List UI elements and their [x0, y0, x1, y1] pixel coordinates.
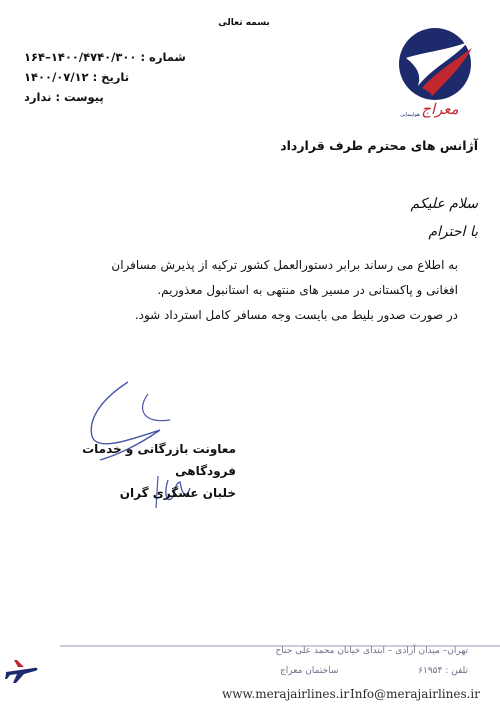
body-paragraph: به اطلاع می رساند برابر دستورالعمل کشور ترکیه از پذیرش مسافران	[111, 258, 458, 272]
body-paragraph: در صورت صدور بلیط می بایست وجه مسافر کامل استرداد شود.	[134, 308, 458, 322]
footer-contact	[280, 666, 468, 676]
logo-wordmark: معراج	[421, 100, 459, 118]
letter-date-value: ۱۴۰۰/۰۷/۱۲	[24, 70, 89, 84]
letter-meta	[24, 47, 224, 107]
footer-website[interactable]: www.merajairlines.ir	[222, 687, 350, 701]
salutation: سلام علیکم	[410, 196, 478, 212]
meraj-logo	[392, 24, 478, 120]
letter-date-label: تاریخ :	[92, 70, 130, 84]
footer-email[interactable]: Info@merajairlines.ir	[349, 687, 480, 701]
signer-title: معاونت بازرگانی و خدمات فرودگاهی	[82, 442, 236, 478]
letter-attachment-label: پیوست :	[55, 90, 104, 104]
letter-attachment-value: ندارد	[24, 90, 52, 104]
body-paragraph: افغانی و پاکستانی در مسیر های منتهی به استانبول معذوریم.	[157, 283, 458, 297]
signature-block	[40, 438, 236, 504]
letter-body	[60, 253, 458, 328]
letter-number-value: ۱۴۰۰/۴۷۴۰/۳۰۰–۱۶۴	[24, 50, 137, 64]
regards: با احترام	[428, 224, 478, 240]
footer-address: تهران– میدان آزادی – ابتدای خیابان محمد علی جناح	[275, 646, 468, 656]
addressee: آژانس های محترم طرف قرارداد	[280, 138, 478, 153]
letter-attachment	[24, 87, 224, 107]
logo-subtitle: هواپیمایی	[400, 112, 420, 118]
letter-number	[24, 47, 224, 67]
letter-date	[24, 67, 224, 87]
bismillah-heading: بسمه تعالی	[218, 18, 270, 28]
letter-number-label: شماره :	[140, 50, 186, 64]
airplane-icon	[4, 656, 40, 686]
footer-building: ساختمان معراج	[280, 666, 339, 676]
signer-name: خلبان عسگری گران	[119, 486, 236, 500]
footer-links	[222, 687, 480, 701]
footer-phone: تلفن : ۶۱۹۵۴	[418, 666, 468, 676]
